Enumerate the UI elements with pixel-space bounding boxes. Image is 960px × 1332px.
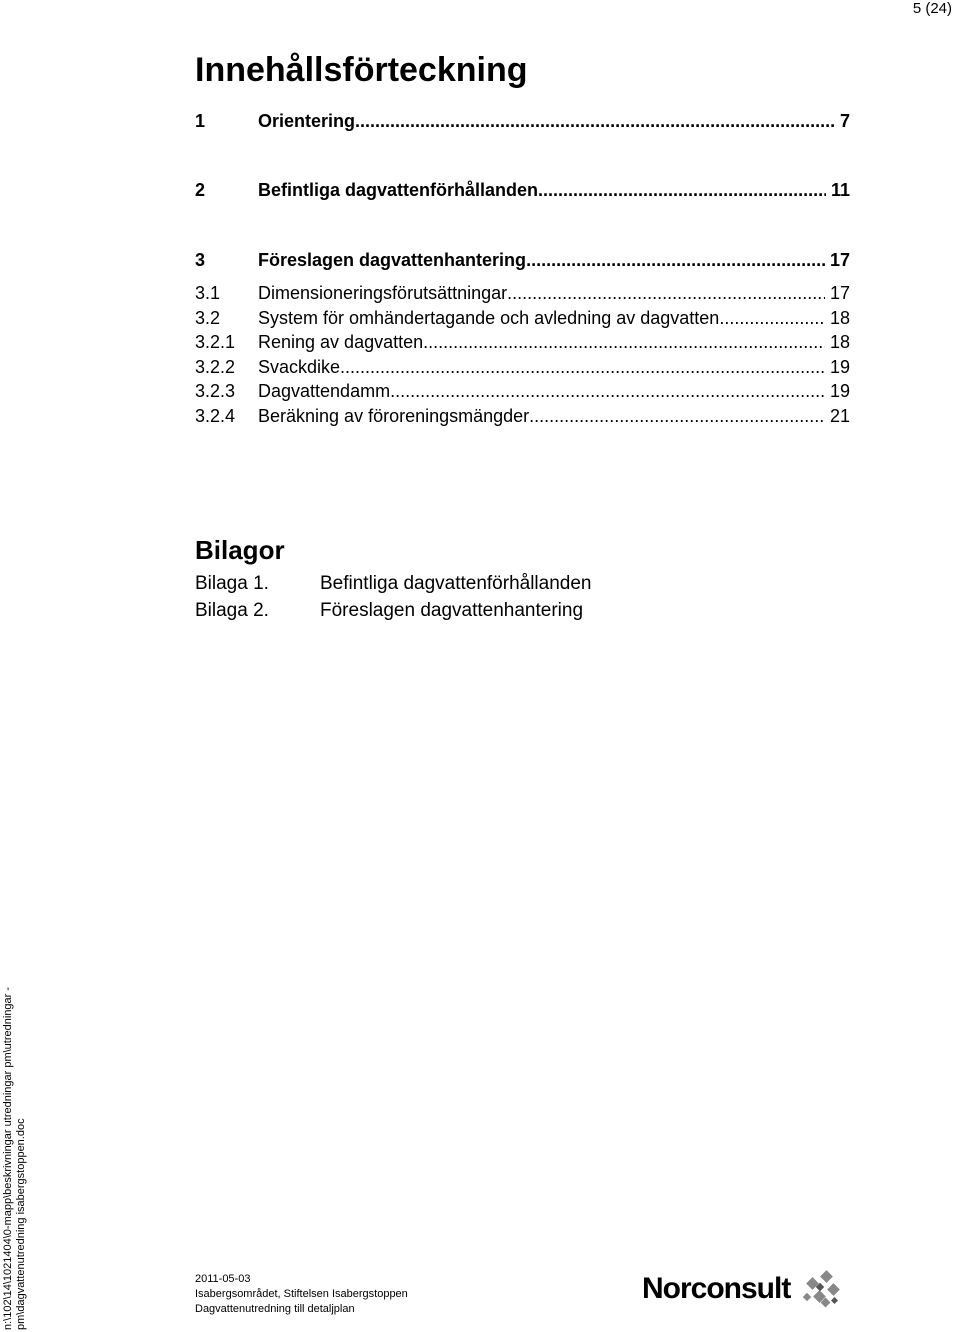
toc-dot-leader [526,249,825,271]
file-path-line-1: n:\102\14\1021404\0-mapp\beskrivningar utredningar pm\utredningar - [2,986,14,1330]
footer-project: Isabergsområdet, Stiftelsen Isabergstoppen [195,1288,408,1300]
appendix-label: Bilaga 2. [195,600,269,621]
appendix-label: Bilaga 1. [195,573,269,594]
toc-title: Rening av dagvatten [258,332,424,352]
toc-dot-leader [390,380,825,402]
toc-entry-1[interactable] [195,108,850,132]
toc-entry-3-2-2[interactable] [195,354,850,378]
toc-dot-leader [538,179,826,201]
toc-title: Dagvattendamm [258,381,391,401]
toc-page-number: 17 [829,250,850,270]
page-number: 5 (24) [912,0,952,17]
appendix-title: Befintliga dagvattenförhållanden [320,573,592,594]
file-path-sidebar [2,987,28,1330]
toc-page-number: 7 [839,111,850,131]
toc-page-number: 11 [830,180,850,200]
toc-entry-3[interactable] [195,247,850,271]
norconsult-diamond-logo-icon [800,1270,844,1310]
toc-dot-leader [529,405,825,427]
toc-title: Befintliga dagvattenförhållanden [258,180,539,200]
norconsult-logo [642,1270,844,1310]
toc-dot-leader [719,307,825,329]
toc-page-number: 18 [829,308,850,328]
toc-dot-leader [423,331,825,353]
page-title: Innehållsförteckning [195,51,528,89]
toc-number: 3.2.4 [195,406,236,426]
toc-dot-leader [355,110,835,132]
toc-number: 2 [195,180,206,200]
toc-page-number: 19 [829,357,850,377]
toc-page-number: 18 [829,332,850,352]
toc-number: 3.2.3 [195,381,236,401]
footer-document: Dagvattenutredning till detaljplan [195,1303,355,1315]
toc-entry-3-2-1[interactable] [195,329,850,353]
toc-number: 3.1 [195,283,221,303]
toc-number: 3.2.2 [195,357,236,377]
logo-text: Norconsult [642,1272,791,1305]
toc-page-number: 21 [829,406,850,426]
file-path-line-2: pm\dagvattenutredning isabergstoppen.doc [15,1118,27,1330]
toc-title: Svackdike [258,357,341,377]
toc-dot-leader [340,356,825,378]
toc-entry-3-1[interactable] [195,280,850,304]
toc-number: 3.2.1 [195,332,236,352]
toc-number: 3 [195,250,206,270]
appendices-heading: Bilagor [195,535,285,565]
toc-title: Beräkning av föroreningsmängder [258,406,530,426]
toc-title: Orientering [258,111,356,131]
toc-entry-3-2-3[interactable] [195,378,850,402]
toc-number: 1 [195,111,206,131]
footer [195,1272,408,1317]
toc-page-number: 17 [829,283,850,303]
toc-entry-3-2[interactable] [195,305,850,329]
toc-title: Dimensioneringsförutsättningar [258,283,508,303]
toc-title: System för omhändertagande och avledning av dagvatten [258,308,720,328]
toc-title: Föreslagen dagvattenhantering [258,250,527,270]
toc-page-number: 19 [829,381,850,401]
toc-dot-leader [507,282,825,304]
toc-entry-2[interactable] [195,177,850,201]
toc-entry-3-2-4[interactable] [195,403,850,427]
appendix-title: Föreslagen dagvattenhantering [320,600,584,621]
toc-number: 3.2 [195,308,221,328]
footer-date: 2011-05-03 [195,1273,251,1285]
